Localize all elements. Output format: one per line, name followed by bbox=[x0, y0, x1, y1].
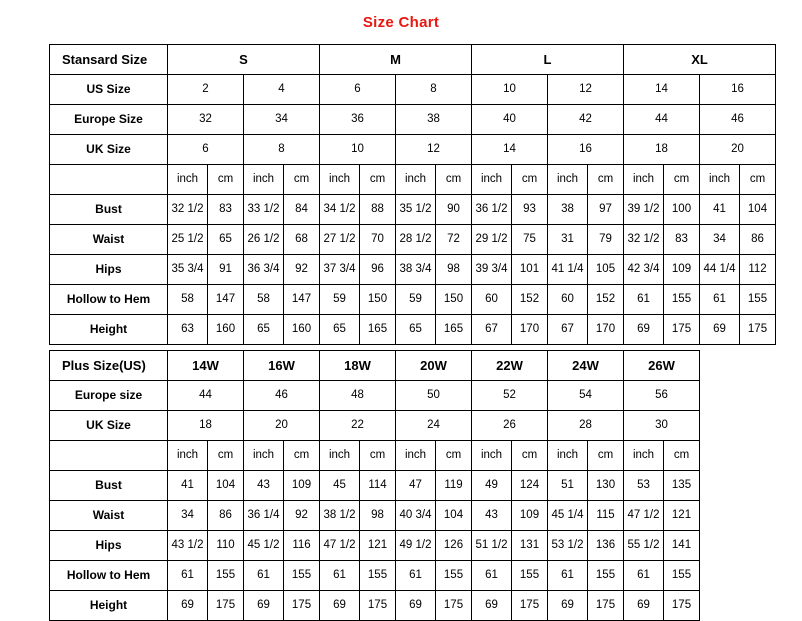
cell: 53 1/2 bbox=[548, 531, 588, 561]
cell: 47 1/2 bbox=[320, 531, 360, 561]
cell: 147 bbox=[284, 285, 320, 315]
cell: 28 bbox=[548, 411, 624, 441]
cell: 121 bbox=[664, 501, 700, 531]
row-label-europe-size: Europe size bbox=[50, 381, 168, 411]
cell: 110 bbox=[208, 531, 244, 561]
cell: 150 bbox=[436, 285, 472, 315]
cell: 69 bbox=[700, 315, 740, 345]
cell: 31 bbox=[548, 225, 588, 255]
cell: 160 bbox=[284, 315, 320, 345]
unit-cell: inch bbox=[168, 441, 208, 471]
cell: 18 bbox=[624, 135, 700, 165]
cell: 155 bbox=[208, 561, 244, 591]
cell: 121 bbox=[360, 531, 396, 561]
unit-cell: inch bbox=[624, 165, 664, 195]
unit-cell: cm bbox=[284, 165, 320, 195]
table-row bbox=[50, 195, 776, 225]
page-title: Size Chart bbox=[362, 14, 440, 31]
cell: 61 bbox=[168, 561, 208, 591]
group-header-22w: 22W bbox=[472, 351, 548, 381]
cell: 69 bbox=[320, 591, 360, 621]
spacer-cell bbox=[700, 531, 776, 561]
cell: 70 bbox=[360, 225, 396, 255]
unit-cell: cm bbox=[664, 165, 700, 195]
cell: 60 bbox=[548, 285, 588, 315]
cell: 63 bbox=[168, 315, 208, 345]
cell: 27 1/2 bbox=[320, 225, 360, 255]
unit-cell: cm bbox=[436, 165, 472, 195]
unit-cell: cm bbox=[360, 441, 396, 471]
cell: 97 bbox=[588, 195, 624, 225]
table-row bbox=[50, 105, 776, 135]
unit-cell: inch bbox=[396, 441, 436, 471]
cell: 46 bbox=[700, 105, 776, 135]
cell: 30 bbox=[624, 411, 700, 441]
cell: 130 bbox=[588, 471, 624, 501]
cell: 96 bbox=[360, 255, 396, 285]
cell: 38 bbox=[396, 105, 472, 135]
cell: 69 bbox=[624, 591, 664, 621]
cell: 53 bbox=[624, 471, 664, 501]
spacer-cell bbox=[700, 561, 776, 591]
unit-cell: cm bbox=[588, 165, 624, 195]
cell: 175 bbox=[360, 591, 396, 621]
cell: 115 bbox=[588, 501, 624, 531]
table-row bbox=[50, 591, 776, 621]
cell: 155 bbox=[664, 285, 700, 315]
cell: 48 bbox=[320, 381, 396, 411]
cell: 32 bbox=[168, 105, 244, 135]
cell: 109 bbox=[284, 471, 320, 501]
cell: 175 bbox=[664, 591, 700, 621]
cell: 175 bbox=[284, 591, 320, 621]
unit-cell: inch bbox=[548, 441, 588, 471]
spacer-cell bbox=[700, 381, 776, 411]
cell: 170 bbox=[588, 315, 624, 345]
cell: 61 bbox=[624, 285, 664, 315]
row-label-europe-size: Europe Size bbox=[50, 105, 168, 135]
row-label-uk-size: UK Size bbox=[50, 411, 168, 441]
cell: 86 bbox=[208, 501, 244, 531]
table-row bbox=[50, 471, 776, 501]
spacer-cell bbox=[700, 351, 776, 381]
cell: 59 bbox=[396, 285, 436, 315]
cell: 131 bbox=[512, 531, 548, 561]
cell: 4 bbox=[244, 75, 320, 105]
cell: 165 bbox=[436, 315, 472, 345]
cell: 104 bbox=[436, 501, 472, 531]
cell: 20 bbox=[244, 411, 320, 441]
unit-cell: cm bbox=[284, 441, 320, 471]
cell: 58 bbox=[168, 285, 208, 315]
cell: 59 bbox=[320, 285, 360, 315]
cell: 155 bbox=[284, 561, 320, 591]
group-header-14w: 14W bbox=[168, 351, 244, 381]
cell: 69 bbox=[548, 591, 588, 621]
cell: 49 bbox=[472, 471, 512, 501]
table-row-units bbox=[50, 441, 776, 471]
cell: 33 1/2 bbox=[244, 195, 284, 225]
cell: 41 1/4 bbox=[548, 255, 588, 285]
cell: 16 bbox=[548, 135, 624, 165]
corner-label: Plus Size(US) bbox=[50, 351, 168, 381]
cell: 55 1/2 bbox=[624, 531, 664, 561]
unit-cell: cm bbox=[512, 165, 548, 195]
cell: 93 bbox=[512, 195, 548, 225]
cell: 39 1/2 bbox=[624, 195, 664, 225]
cell: 8 bbox=[396, 75, 472, 105]
cell: 67 bbox=[548, 315, 588, 345]
cell: 98 bbox=[436, 255, 472, 285]
unit-cell: inch bbox=[624, 441, 664, 471]
cell: 175 bbox=[512, 591, 548, 621]
row-label-hollow-to-hem: Hollow to Hem bbox=[50, 561, 168, 591]
cell: 126 bbox=[436, 531, 472, 561]
cell: 47 bbox=[396, 471, 436, 501]
cell: 34 bbox=[700, 225, 740, 255]
unit-cell: cm bbox=[512, 441, 548, 471]
cell: 61 bbox=[320, 561, 360, 591]
cell: 61 bbox=[700, 285, 740, 315]
row-label-waist: Waist bbox=[50, 225, 168, 255]
cell: 24 bbox=[396, 411, 472, 441]
unit-cell: cm bbox=[360, 165, 396, 195]
unit-cell: inch bbox=[168, 165, 208, 195]
cell: 51 1/2 bbox=[472, 531, 512, 561]
spacer-cell bbox=[700, 591, 776, 621]
cell: 91 bbox=[208, 255, 244, 285]
corner-label: Stansard Size bbox=[50, 45, 168, 75]
cell: 92 bbox=[284, 255, 320, 285]
cell: 44 bbox=[624, 105, 700, 135]
cell: 32 1/2 bbox=[168, 195, 208, 225]
row-label-hips: Hips bbox=[50, 255, 168, 285]
cell: 175 bbox=[208, 591, 244, 621]
cell: 69 bbox=[396, 591, 436, 621]
cell: 34 bbox=[168, 501, 208, 531]
cell: 160 bbox=[208, 315, 244, 345]
cell: 22 bbox=[320, 411, 396, 441]
cell: 98 bbox=[360, 501, 396, 531]
cell: 72 bbox=[436, 225, 472, 255]
table-row bbox=[50, 285, 776, 315]
cell: 56 bbox=[624, 381, 700, 411]
cell: 86 bbox=[740, 225, 776, 255]
cell: 29 1/2 bbox=[472, 225, 512, 255]
cell: 61 bbox=[244, 561, 284, 591]
cell: 54 bbox=[548, 381, 624, 411]
cell: 135 bbox=[664, 471, 700, 501]
table-row bbox=[50, 135, 776, 165]
row-label-hollow-to-hem: Hollow to Hem bbox=[50, 285, 168, 315]
cell: 35 3/4 bbox=[168, 255, 208, 285]
group-header-24w: 24W bbox=[548, 351, 624, 381]
group-header-l: L bbox=[472, 45, 624, 75]
cell: 116 bbox=[284, 531, 320, 561]
row-label-bust: Bust bbox=[50, 471, 168, 501]
cell: 36 1/4 bbox=[244, 501, 284, 531]
cell: 40 bbox=[472, 105, 548, 135]
row-label-uk-size: UK Size bbox=[50, 135, 168, 165]
plus-size-table bbox=[49, 350, 776, 621]
cell: 41 bbox=[700, 195, 740, 225]
cell: 141 bbox=[664, 531, 700, 561]
spacer-cell bbox=[700, 501, 776, 531]
cell: 92 bbox=[284, 501, 320, 531]
unit-cell: inch bbox=[700, 165, 740, 195]
unit-cell: inch bbox=[244, 441, 284, 471]
cell: 65 bbox=[244, 315, 284, 345]
table-row bbox=[50, 45, 776, 75]
cell: 40 3/4 bbox=[396, 501, 436, 531]
cell: 12 bbox=[396, 135, 472, 165]
cell: 175 bbox=[664, 315, 700, 345]
cell: 32 1/2 bbox=[624, 225, 664, 255]
cell: 36 3/4 bbox=[244, 255, 284, 285]
cell: 10 bbox=[320, 135, 396, 165]
cell: 150 bbox=[360, 285, 396, 315]
cell: 175 bbox=[740, 315, 776, 345]
cell: 75 bbox=[512, 225, 548, 255]
unit-cell: cm bbox=[208, 441, 244, 471]
table-row bbox=[50, 411, 776, 441]
table-row bbox=[50, 381, 776, 411]
table-row-units bbox=[50, 165, 776, 195]
cell: 84 bbox=[284, 195, 320, 225]
cell: 155 bbox=[664, 561, 700, 591]
cell: 170 bbox=[512, 315, 548, 345]
cell: 152 bbox=[588, 285, 624, 315]
cell: 45 1/4 bbox=[548, 501, 588, 531]
cell: 155 bbox=[512, 561, 548, 591]
cell: 68 bbox=[284, 225, 320, 255]
cell: 44 bbox=[168, 381, 244, 411]
cell: 52 bbox=[472, 381, 548, 411]
cell: 155 bbox=[740, 285, 776, 315]
cell: 26 1/2 bbox=[244, 225, 284, 255]
cell: 49 1/2 bbox=[396, 531, 436, 561]
unit-cell: cm bbox=[740, 165, 776, 195]
row-label-bust: Bust bbox=[50, 195, 168, 225]
cell: 10 bbox=[472, 75, 548, 105]
standard-size-table bbox=[49, 44, 776, 345]
unit-cell: cm bbox=[208, 165, 244, 195]
unit-row-label bbox=[50, 441, 168, 471]
cell: 47 1/2 bbox=[624, 501, 664, 531]
cell: 58 bbox=[244, 285, 284, 315]
cell: 165 bbox=[360, 315, 396, 345]
row-label-us-size: US Size bbox=[50, 75, 168, 105]
cell: 65 bbox=[320, 315, 360, 345]
cell: 114 bbox=[360, 471, 396, 501]
group-header-s: S bbox=[168, 45, 320, 75]
cell: 79 bbox=[588, 225, 624, 255]
cell: 12 bbox=[548, 75, 624, 105]
group-header-16w: 16W bbox=[244, 351, 320, 381]
table-row bbox=[50, 75, 776, 105]
cell: 155 bbox=[588, 561, 624, 591]
table-row bbox=[50, 501, 776, 531]
table-row bbox=[50, 225, 776, 255]
cell: 45 1/2 bbox=[244, 531, 284, 561]
cell: 83 bbox=[664, 225, 700, 255]
unit-cell: inch bbox=[244, 165, 284, 195]
cell: 69 bbox=[624, 315, 664, 345]
group-header-xl: XL bbox=[624, 45, 776, 75]
cell: 124 bbox=[512, 471, 548, 501]
cell: 8 bbox=[244, 135, 320, 165]
row-label-waist: Waist bbox=[50, 501, 168, 531]
cell: 43 1/2 bbox=[168, 531, 208, 561]
cell: 14 bbox=[624, 75, 700, 105]
cell: 34 bbox=[244, 105, 320, 135]
cell: 105 bbox=[588, 255, 624, 285]
cell: 25 1/2 bbox=[168, 225, 208, 255]
cell: 61 bbox=[624, 561, 664, 591]
cell: 43 bbox=[244, 471, 284, 501]
spacer-cell bbox=[700, 441, 776, 471]
cell: 45 bbox=[320, 471, 360, 501]
cell: 101 bbox=[512, 255, 548, 285]
unit-cell: inch bbox=[472, 165, 512, 195]
cell: 83 bbox=[208, 195, 244, 225]
cell: 67 bbox=[472, 315, 512, 345]
cell: 43 bbox=[472, 501, 512, 531]
group-header-m: M bbox=[320, 45, 472, 75]
cell: 39 3/4 bbox=[472, 255, 512, 285]
cell: 6 bbox=[168, 135, 244, 165]
cell: 147 bbox=[208, 285, 244, 315]
cell: 44 1/4 bbox=[700, 255, 740, 285]
cell: 50 bbox=[396, 381, 472, 411]
cell: 60 bbox=[472, 285, 512, 315]
table-row bbox=[50, 531, 776, 561]
cell: 28 1/2 bbox=[396, 225, 436, 255]
cell: 41 bbox=[168, 471, 208, 501]
cell: 35 1/2 bbox=[396, 195, 436, 225]
table-row bbox=[50, 255, 776, 285]
cell: 136 bbox=[588, 531, 624, 561]
cell: 14 bbox=[472, 135, 548, 165]
table-row bbox=[50, 561, 776, 591]
row-label-height: Height bbox=[50, 315, 168, 345]
cell: 175 bbox=[588, 591, 624, 621]
group-header-20w: 20W bbox=[396, 351, 472, 381]
cell: 38 1/2 bbox=[320, 501, 360, 531]
row-label-height: Height bbox=[50, 591, 168, 621]
unit-cell: inch bbox=[472, 441, 512, 471]
table-row bbox=[50, 315, 776, 345]
cell: 90 bbox=[436, 195, 472, 225]
cell: 38 3/4 bbox=[396, 255, 436, 285]
cell: 69 bbox=[244, 591, 284, 621]
cell: 36 bbox=[320, 105, 396, 135]
unit-cell: cm bbox=[664, 441, 700, 471]
unit-cell: inch bbox=[320, 441, 360, 471]
cell: 152 bbox=[512, 285, 548, 315]
table-row bbox=[50, 351, 776, 381]
cell: 42 bbox=[548, 105, 624, 135]
cell: 37 3/4 bbox=[320, 255, 360, 285]
cell: 61 bbox=[396, 561, 436, 591]
cell: 6 bbox=[320, 75, 396, 105]
cell: 20 bbox=[700, 135, 776, 165]
cell: 2 bbox=[168, 75, 244, 105]
cell: 109 bbox=[512, 501, 548, 531]
cell: 69 bbox=[168, 591, 208, 621]
cell: 61 bbox=[548, 561, 588, 591]
unit-cell: cm bbox=[588, 441, 624, 471]
cell: 104 bbox=[740, 195, 776, 225]
cell: 112 bbox=[740, 255, 776, 285]
spacer-cell bbox=[700, 471, 776, 501]
cell: 42 3/4 bbox=[624, 255, 664, 285]
cell: 155 bbox=[360, 561, 396, 591]
group-header-26w: 26W bbox=[624, 351, 700, 381]
cell: 119 bbox=[436, 471, 472, 501]
cell: 109 bbox=[664, 255, 700, 285]
unit-cell: inch bbox=[320, 165, 360, 195]
cell: 175 bbox=[436, 591, 472, 621]
cell: 65 bbox=[208, 225, 244, 255]
cell: 61 bbox=[472, 561, 512, 591]
unit-cell: inch bbox=[396, 165, 436, 195]
cell: 18 bbox=[168, 411, 244, 441]
cell: 46 bbox=[244, 381, 320, 411]
cell: 155 bbox=[436, 561, 472, 591]
cell: 69 bbox=[472, 591, 512, 621]
cell: 34 1/2 bbox=[320, 195, 360, 225]
group-header-18w: 18W bbox=[320, 351, 396, 381]
cell: 51 bbox=[548, 471, 588, 501]
unit-row-label bbox=[50, 165, 168, 195]
cell: 16 bbox=[700, 75, 776, 105]
cell: 26 bbox=[472, 411, 548, 441]
cell: 65 bbox=[396, 315, 436, 345]
cell: 36 1/2 bbox=[472, 195, 512, 225]
cell: 88 bbox=[360, 195, 396, 225]
cell: 100 bbox=[664, 195, 700, 225]
cell: 104 bbox=[208, 471, 244, 501]
spacer-cell bbox=[700, 411, 776, 441]
row-label-hips: Hips bbox=[50, 531, 168, 561]
unit-cell: inch bbox=[548, 165, 588, 195]
unit-cell: cm bbox=[436, 441, 472, 471]
cell: 38 bbox=[548, 195, 588, 225]
